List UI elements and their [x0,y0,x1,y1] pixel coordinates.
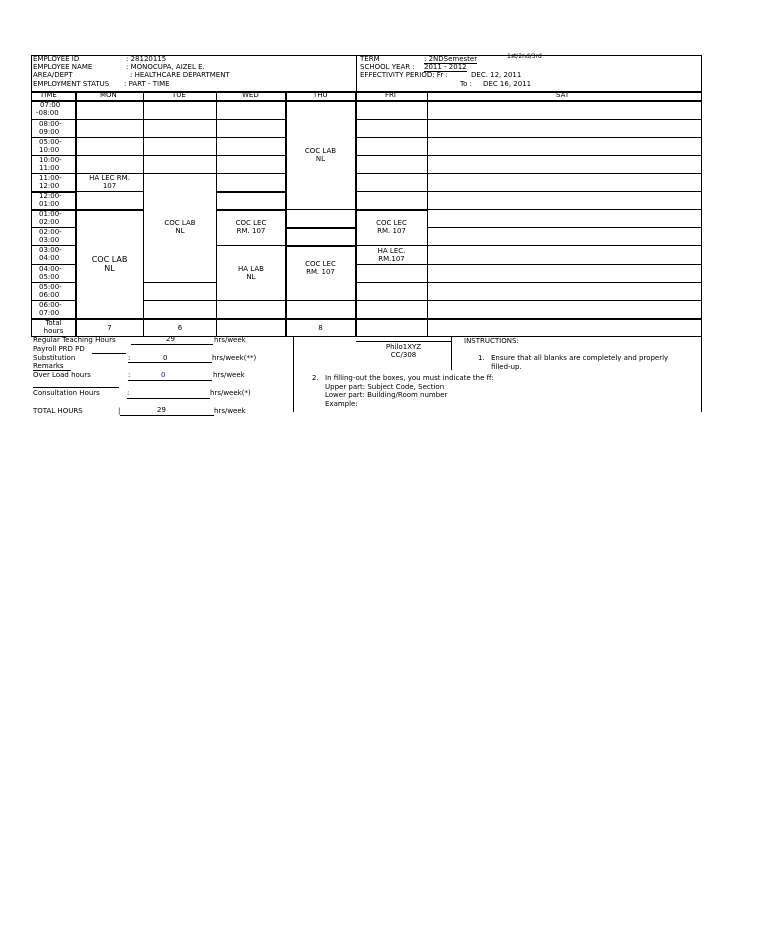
overload-label: Over Load hours [33,371,91,379]
day-header-fri: FRI [385,91,396,99]
sat-row-line [427,282,702,283]
mon-row-line [75,137,144,138]
instruction-2-line4: Example: [325,400,358,408]
lower-divider [293,337,294,412]
consultation-label: Consultation Hours [33,389,100,397]
time-slot-2: 08:00- 09:00 [39,120,62,136]
class-tue-coc-lab: COC LAB NL [164,219,196,235]
day-header-wed: WED [242,91,259,99]
school-year-value: 2011 - 2012 [424,63,467,71]
class-wed-coc-lec: COC LEC RM. 107 [235,219,267,235]
instruction-2-line2: Upper part: Subject Code, Section [325,383,445,391]
class-mon-ha-lec: HA LEC RM. 107 [89,174,130,190]
instruction-2-line1: In filling-out the boxes, you must indicate the ff: [325,374,494,382]
time-slot-3: 05:00- 10:00 [39,138,62,154]
time-slot-6: 12:00- 01:00 [39,192,62,208]
frame-right [701,55,702,412]
time-slot-1: 07:00 -08:00 [36,101,61,117]
class-thu-coc-lab: COC LAB NL [304,147,337,163]
total-mon: 7 [107,324,112,332]
wed-row-line [216,119,286,120]
instruction-1-line2: filled-up. [491,363,522,371]
sat-row-line [427,119,702,120]
total-hours-unit: hrs/week [214,407,246,415]
employee-id-label: EMPLOYEE ID [33,55,80,63]
substitution-line [128,362,212,363]
grid-top-line [31,91,702,93]
effectivity-label: EFFECTIVITY PERIOD: Fr : [360,71,448,79]
consultation-unit: hrs/week(*) [210,389,251,397]
employee-name-value: : MONOCUPA, AIZEL E. [126,63,205,71]
class-thu-coc-lec: COC LEC RM. 107 [305,260,336,276]
day-header-sat: SAT [556,91,570,99]
example-box-top [356,341,451,342]
employee-name-label: EMPLOYEE NAME [33,63,93,71]
total-hours-line [120,415,214,416]
term-marks: 1st/2nd/3rd [507,53,542,60]
time-slot-9: 03:00- 04:00 [39,246,62,262]
class-mon-coc-lab: COC LAB NL [91,255,128,273]
status-label: EMPLOYMENT STATUS [33,80,110,88]
substitution-label: Substitution [33,354,76,362]
fri-row-line [355,209,428,211]
instruction-2-number: 2. [312,374,319,382]
sat-row-line [427,155,702,156]
total-hours-bar: | [118,407,121,415]
total-thu: 8 [318,324,323,332]
class-fri-coc-lec: COC LEC RM. 107 [376,219,407,235]
frame-left [31,55,32,92]
mon-row-line [75,119,144,120]
regular-hours-unit: hrs/week [214,336,246,344]
overload-unit: hrs/week [213,371,245,379]
regular-hours-line [131,344,213,345]
fri-row-line [355,155,428,156]
mon-row-line [75,191,144,192]
instruction-1-line1: Ensure that all blanks are completely and properly [491,354,669,362]
term-value: : 2NDSemester [424,55,478,63]
regular-hours-label: Regular Teaching Hours [33,336,116,344]
instruction-2-line3: Lower part: Building/Room number [325,391,448,399]
wed-row-line [216,137,286,138]
total-row-bottom [31,336,702,337]
thu-row-line [285,300,356,301]
fri-row-line [355,191,428,192]
substitution-colon: : [128,354,131,362]
tue-row-line [143,119,217,120]
payroll-label: Payroll PRD PD [33,345,85,353]
fri-row-line [355,119,428,120]
mon-row-line [75,209,144,211]
total-hours-label: Total hours [43,319,64,335]
fri-row-line [355,300,428,301]
thu-row-line [285,209,356,210]
consultation-colon: : [127,389,130,397]
regular-hours-value: 29 [166,335,175,343]
time-slot-8: 02:00- 03:00 [39,228,62,244]
status-value: : PART - TIME [124,80,170,88]
substitution-unit: hrs/week(**) [212,354,257,362]
thu-row-line [285,245,356,247]
time-slot-4: 10:00- 11:00 [39,156,62,172]
wed-row-line [216,245,286,246]
wed-row-line [216,155,286,156]
time-slot-12: 06:00- 07:00 [39,301,62,317]
employee-id-value: : 28120115 [126,55,167,63]
to-label: To : [460,80,472,88]
payroll-line [92,353,126,354]
header-divider [356,55,357,92]
wed-row-line [216,191,286,193]
sat-row-line [427,227,702,228]
overload-value: 0 [161,371,166,379]
total-tue: 6 [177,324,183,332]
instructions-title: INSTRUCTIONS: [464,337,519,345]
sat-row-line [427,173,702,174]
sat-row-line [427,137,702,138]
fri-row-line [355,282,428,283]
sat-row-line [427,209,702,210]
school-year-label: SCHOOL YEAR : [360,63,415,71]
time-slot-10: 04:00- 05:00 [39,265,62,281]
fri-row-line [355,264,428,265]
class-fri-ha-lec: HA LEC. RM.107 [377,247,406,263]
sat-row-line [427,191,702,192]
example-box-right [451,337,452,370]
fri-row-line [355,137,428,138]
tue-row-line [143,282,217,283]
sat-row-line [427,245,702,246]
area-value: : HEALTHCARE DEPARTMENT [130,71,230,79]
example-box-text: Philo1XYZ CC/308 [385,343,422,359]
class-wed-ha-lab: HA LAB NL [238,265,264,281]
fri-row-line [355,245,428,246]
tue-row-line [143,300,217,301]
term-label: TERM [360,55,380,63]
total-hours-value: 29 [157,406,166,414]
tue-row-line [143,137,217,138]
wed-row-line [216,173,286,174]
substitution-value: 0 [163,354,168,362]
mon-row-line [75,155,144,156]
consultation-line [127,398,210,399]
tue-row-line [143,173,217,174]
total-hours-summary-label: TOTAL HOURS [33,407,83,415]
consultation-blank-line [33,387,119,388]
effectivity-from: DEC. 12, 2011 [471,71,522,79]
tue-row-line [143,155,217,156]
day-header-thu: THU [313,91,328,99]
day-header-mon: MON [100,91,117,99]
sat-row-line [427,300,702,301]
thu-row-line [285,227,356,229]
day-header-bottom [31,100,702,102]
total-row-top [31,318,702,320]
to-value: DEC 16, 2011 [483,80,532,88]
time-slot-11: 05:00- 06:00 [39,283,62,299]
day-header-tue: TUE [172,91,186,99]
instruction-1-number: 1. [478,354,485,362]
day-header-time: TIME [40,91,57,99]
sat-row-line [427,264,702,265]
overload-line [128,380,212,381]
wed-row-line [216,300,286,301]
overload-colon: : [128,371,131,379]
fri-row-line [355,173,428,174]
time-slot-5: 11:00- 12:00 [39,174,62,190]
area-label: AREA/DEPT [33,71,73,79]
time-slot-7: 01:00- 02:00 [39,210,62,226]
wed-row-line [216,209,286,211]
remarks-label: Remarks [33,362,64,370]
